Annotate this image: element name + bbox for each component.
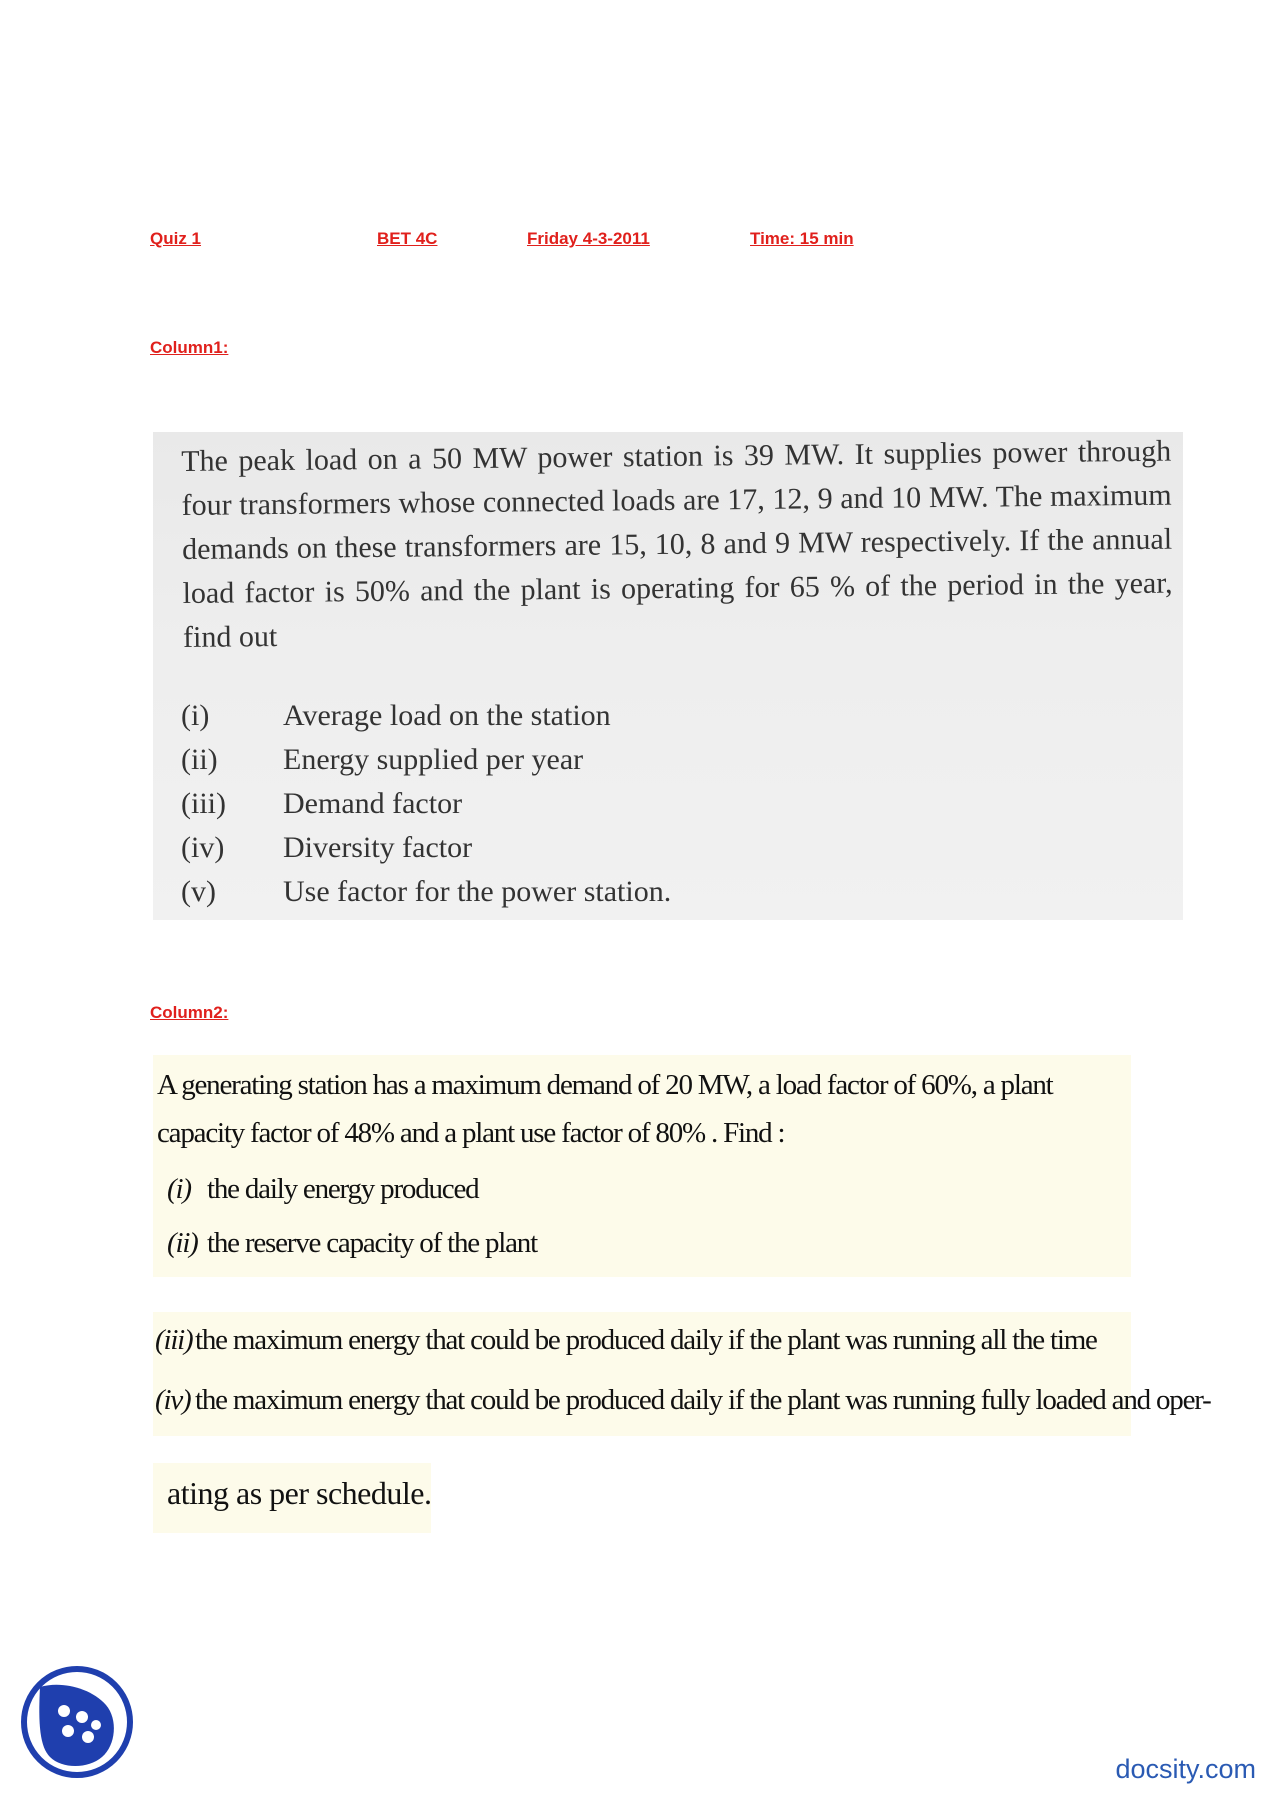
item-text: Demand factor	[283, 787, 463, 820]
column1-question-scan	[153, 432, 1183, 920]
item-number: (i)	[167, 1173, 191, 1205]
item-text: the daily energy produced	[207, 1173, 479, 1205]
column1-label: Column1:	[150, 338, 229, 357]
item-text: Use factor for the power station.	[283, 875, 672, 908]
item-number: (iii)	[181, 787, 226, 820]
quiz-time: Time: 15 min	[750, 229, 854, 248]
item-number: (iii)	[155, 1324, 193, 1356]
docsity-logo-icon[interactable]	[20, 1665, 134, 1779]
class-code: BET 4C	[377, 229, 438, 248]
item-number: (ii)	[167, 1227, 198, 1259]
item-number: (ii)	[181, 743, 218, 776]
column2-label: Column2:	[150, 1003, 229, 1022]
item-text: the reserve capacity of the plant	[207, 1227, 537, 1259]
column2-question-scan	[153, 1055, 1131, 1277]
quiz-header	[150, 229, 880, 255]
list-item	[167, 1227, 537, 1260]
list-item	[167, 1173, 478, 1206]
column1-question-text: The peak load on a 50 MW power station is 39 MW. It supplies power through four transformers whose connected loads are 17, 12, 9 and 10 MW. The maximum demands on these transformers are 15, 10, 8 and 9 MW respectively. If the annual load factor is 50% and the plant is operating for 65 % of the period in the year, find out	[181, 434, 1173, 654]
list-item	[155, 1384, 1211, 1417]
docsity-brand-link[interactable]: docsity.com	[1115, 1754, 1256, 1784]
quiz-number: Quiz 1	[150, 229, 202, 248]
logo-graphic	[20, 1665, 134, 1779]
quiz-date: Friday 4-3-2011	[527, 229, 650, 248]
column2-question-scan-continued	[153, 1312, 1211, 1436]
item-text: the maximum energy that could be produced daily if the plant was running all the time	[195, 1324, 1097, 1356]
list-item	[155, 1324, 1097, 1357]
item-text: Average load on the station	[283, 699, 611, 732]
column2-continuation-scan	[153, 1463, 431, 1533]
column2-question-text: A generating station has a maximum demand of 20 MW, a load factor of 60%, a plant capacity factor of 48% and a plant use factor of 80% . Find :	[157, 1069, 1053, 1149]
item-number: (i)	[181, 699, 210, 732]
item-text: Energy supplied per year	[283, 743, 584, 776]
continuation-text: ating as per schedule.	[167, 1475, 432, 1511]
item-text: the maximum energy that could be produced daily if the plant was running fully loaded and oper-	[195, 1384, 1211, 1416]
item-number: (v)	[181, 875, 216, 908]
item-number: (iv)	[181, 831, 225, 864]
item-number: (iv)	[155, 1384, 191, 1416]
item-text: Diversity factor	[283, 831, 473, 864]
